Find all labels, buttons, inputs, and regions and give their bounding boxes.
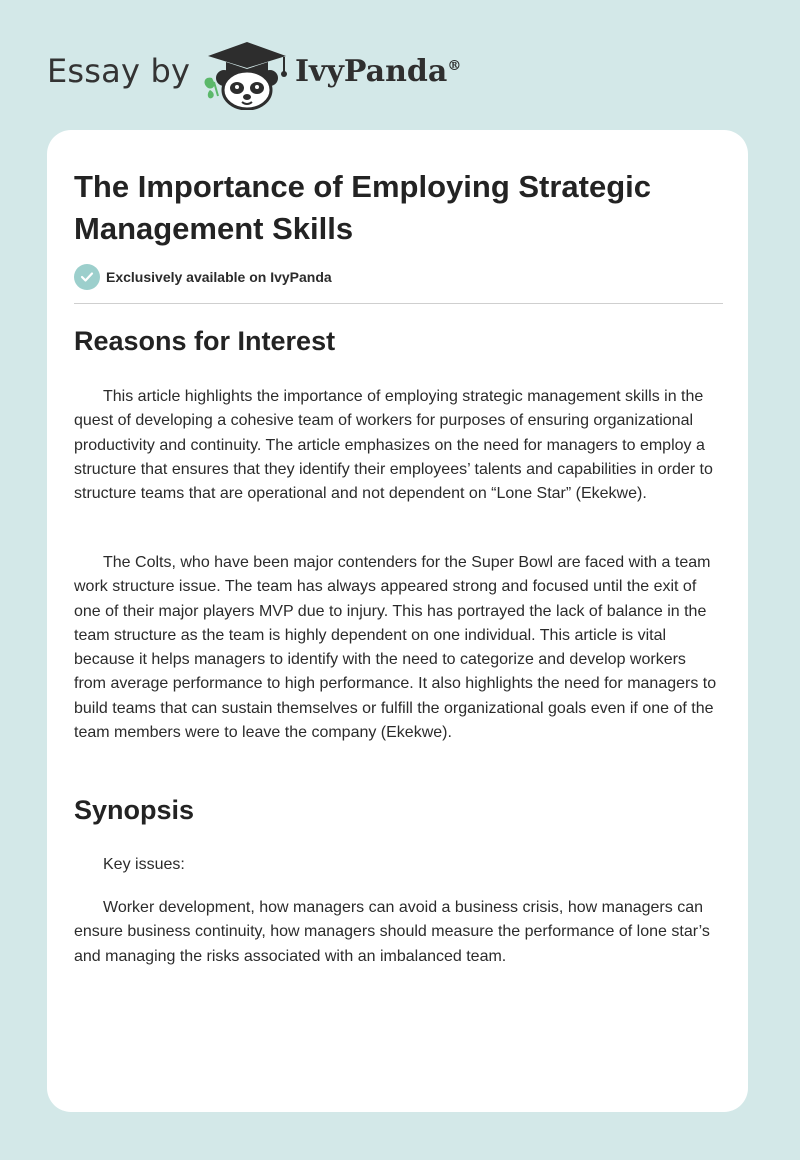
section-heading-synopsis: Synopsis [74,795,195,825]
essay-by-label: Essay by [47,52,191,90]
section-heading-reasons: Reasons for Interest [74,326,336,356]
exclusive-badge [74,264,332,290]
exclusive-badge-label: Exclusively available on IvyPanda [106,269,332,285]
site-header [0,0,800,130]
article-card [47,130,748,1112]
check-circle-icon [74,264,100,290]
article-title: The Importance of Employing Strategic Management Skills [74,169,652,246]
paragraph: Worker development, how managers can avoid a business crisis, how managers can ensure business continuity, how managers should measure the performance of lone star’s and managing the risks associated with an imbalanced team. [74,899,710,965]
paragraph: Key issues: [103,856,185,873]
panda-logo-icon [200,38,294,110]
paragraph: This article highlights the importance of employing strategic management skills in the quest of developing a cohesive team of workers for purposes of ensuring organizational productivity and continuity. The article emphasizes on the need for managers to employ a structure that ensures that they identify their employees’ talents and capabilities in order to structure teams that are operational and not dependent on “Lone Star” (Ekekwe). [74,388,713,503]
paragraph: The Colts, who have been major contenders for the Super Bowl are faced with a team work structure issue. The team has always appeared strong and focused until the exit of one of their major players MVP due to injury. This has portrayed the lack of balance in the team structure as the team is highly dependent on one individual. This article is vital because it helps managers to identify with the need to categorize and develop workers from average performance to high performance. It also highlights the need for managers to build teams that can sustain themselves or fulfill the organizational goals even if one of the team members were to leave the company (Ekekwe). [74,554,717,742]
brand-name[interactable]: IvyPanda® [295,54,462,89]
title-divider [74,303,723,304]
